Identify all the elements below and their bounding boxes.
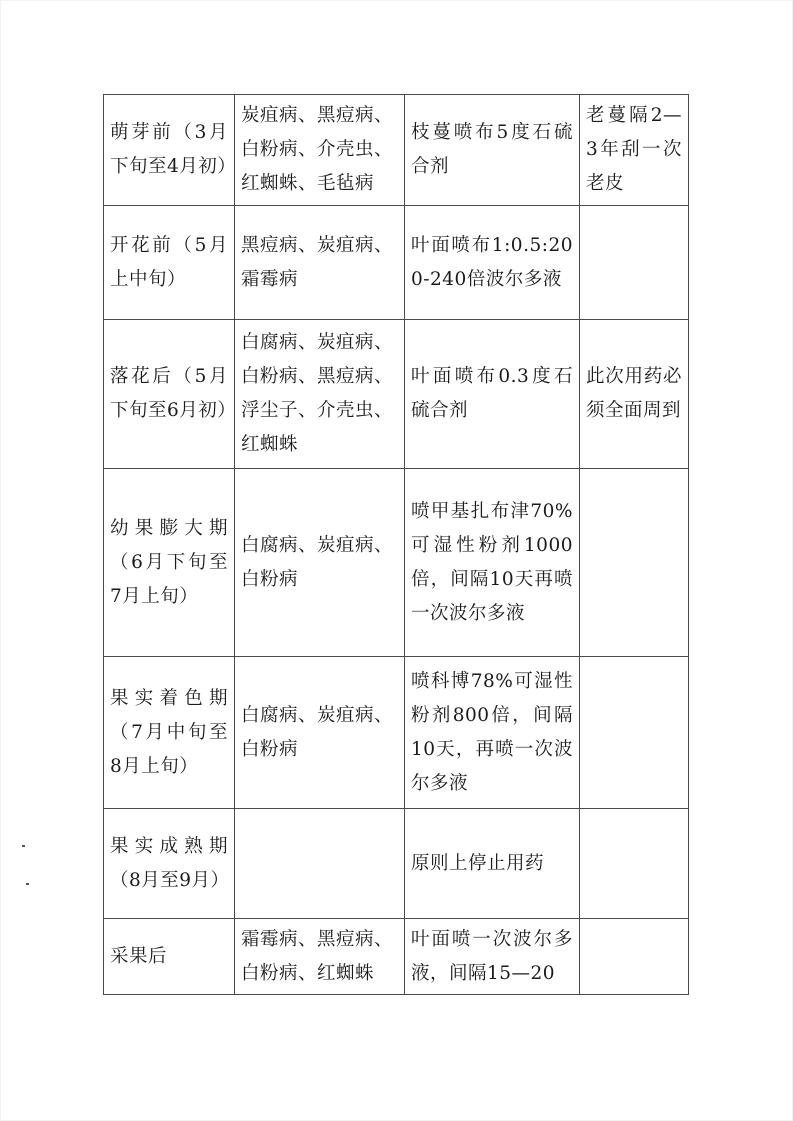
method-cell: 原则上停止用药 (405, 809, 580, 919)
period-cell: 幼果膨大期（6月下旬至7月上旬） (104, 469, 235, 657)
method-cell: 叶面喷布1:0.5:200-240倍波尔多液 (405, 206, 580, 320)
diseases-cell: 炭疽病、黑痘病、白粉病、介壳虫、红蜘蛛、毛毡病 (235, 95, 405, 206)
method-cell: 喷科博78%可湿性粉剂800倍，间隔10天，再喷一次波尔多液 (405, 657, 580, 809)
note-cell (580, 469, 689, 657)
diseases-cell: 白腐病、炭疽病、白粉病、黑痘病、浮尘子、介壳虫、红蜘蛛 (235, 320, 405, 469)
table-row (104, 320, 689, 469)
period-cell: 果实着色期（7月中旬至8月上旬） (104, 657, 235, 809)
diseases-cell: 黑痘病、炭疽病、霜霉病 (235, 206, 405, 320)
method-cell: 喷甲基扎布津70%可湿性粉剂1000倍，间隔10天再喷一次波尔多液 (405, 469, 580, 657)
diseases-cell (235, 809, 405, 919)
note-cell (580, 657, 689, 809)
scan-speck (22, 845, 25, 847)
note-cell (580, 206, 689, 320)
period-cell: 萌芽前（3月下旬至4月初） (104, 95, 235, 206)
period-cell: 落花后（5月下旬至6月初） (104, 320, 235, 469)
diseases-cell: 白腐病、炭疽病、白粉病 (235, 469, 405, 657)
period-cell: 果实成熟期（8月至9月） (104, 809, 235, 919)
note-cell: 此次用药必须全面周到 (580, 320, 689, 469)
diseases-cell: 白腐病、炭疽病、白粉病 (235, 657, 405, 809)
note-cell (580, 919, 689, 995)
period-cell: 开花前（5月上中旬） (104, 206, 235, 320)
diseases-cell: 霜霉病、黑痘病、白粉病、红蜘蛛 (235, 919, 405, 995)
table-row (104, 919, 689, 995)
note-cell (580, 809, 689, 919)
method-cell: 叶面喷布0.3度石硫合剂 (405, 320, 580, 469)
method-cell: 叶面喷一次波尔多液，间隔15—20 (405, 919, 580, 995)
method-cell: 枝蔓喷布5度石硫合剂 (405, 95, 580, 206)
note-cell: 老蔓隔2—3年刮一次老皮 (580, 95, 689, 206)
table-row (104, 809, 689, 919)
scan-speck (26, 883, 29, 885)
table-row (104, 657, 689, 809)
table-row (104, 469, 689, 657)
pest-control-table (103, 94, 689, 995)
period-cell: 采果后 (104, 919, 235, 995)
table-row (104, 206, 689, 320)
table-row (104, 95, 689, 206)
